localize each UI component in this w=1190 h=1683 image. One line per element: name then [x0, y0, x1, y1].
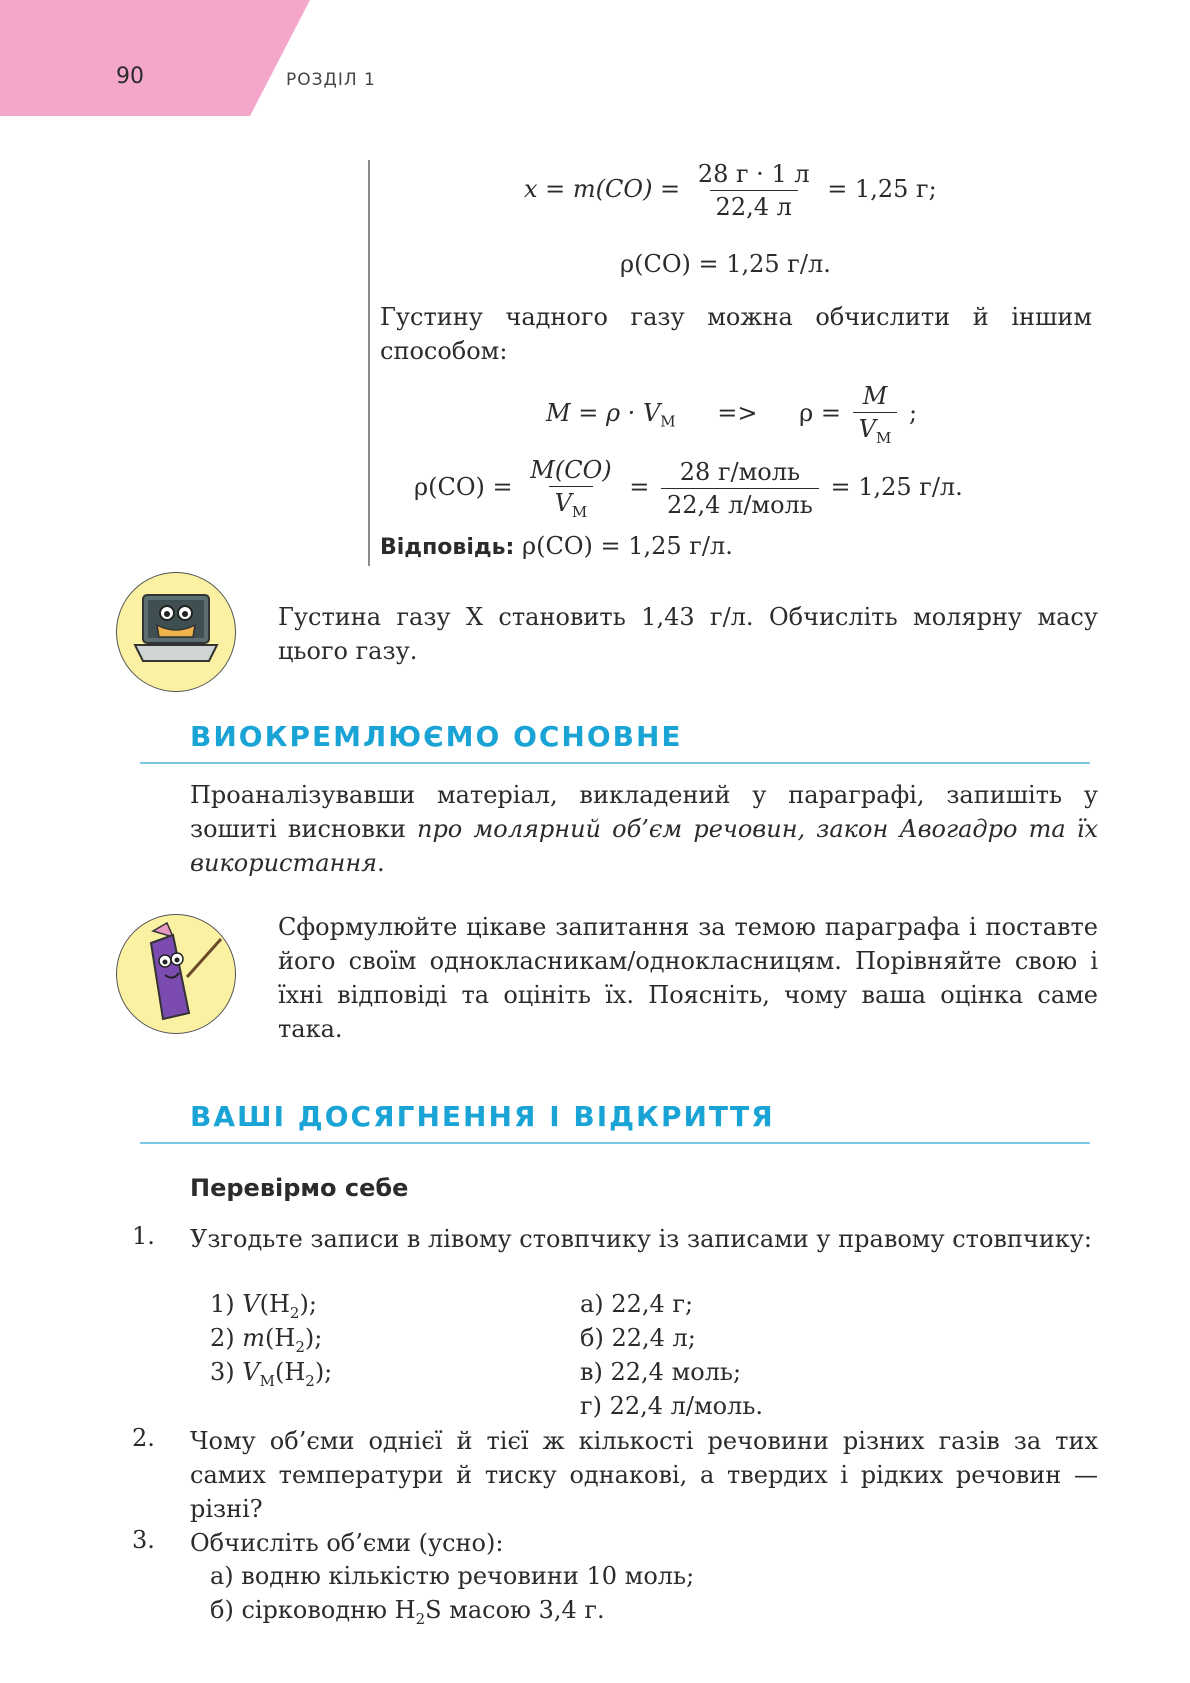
section-divider: [140, 762, 1090, 764]
den-symbol: V: [554, 489, 572, 517]
fraction-denominator: [853, 412, 898, 447]
question-1-text: Узгодьте записи в лівому стовпчику із записами у правому стовпчику:: [190, 1225, 1092, 1253]
question-number: 1.: [132, 1222, 155, 1250]
q3-item-b: б) сірководню $H_2S$ масою 3,4 г.: [210, 1596, 605, 1628]
self-check-heading: Перевірмо себе: [190, 1174, 409, 1202]
header-corner-decoration: [0, 0, 320, 116]
solution-block: [368, 160, 1110, 566]
summary-italic: про молярний об’єм речовин, закон Авогадро та їх використання: [190, 815, 1098, 877]
den-symbol: V: [858, 415, 876, 443]
formula-mass-result: = 1,25 г;: [827, 175, 937, 203]
formula-density-calc: [414, 456, 963, 521]
q1-right-item-d: г) 22,4 л/моль.: [580, 1392, 764, 1420]
q1-right-item-c: в) 22,4 моль;: [580, 1358, 742, 1386]
formula-molar-volume: [546, 382, 917, 447]
creative-task-text: Сформулюйте цікаве запитання за темою параграфа і поставте його своїм однокласникам/однокласницям. Порівняйте свою і їхні відповіді та оцініть їх. Поясніть, чому ваша оцінка саме така.: [278, 913, 1098, 1043]
formula-mv-lhs: M = ρ · V: [546, 398, 661, 427]
section-divider: [140, 1142, 1090, 1144]
fraction-denominator: 22,4 л/моль: [661, 488, 819, 519]
solution-paragraph: Густину чадного газу можна обчислити й іншим способом:: [380, 303, 1092, 365]
fraction-numerator: 28 г · 1 л: [697, 160, 810, 188]
formula-calc-lhs: ρ(CO) =: [414, 472, 513, 501]
answer-line: [380, 532, 733, 560]
subscript: M: [571, 502, 588, 521]
summary-paragraph: [190, 778, 1098, 880]
implies-arrow: =>: [717, 398, 758, 427]
summary-end: .: [377, 849, 385, 877]
formula-density: ρ(CO) = 1,25 г/л.: [620, 250, 831, 278]
formula-rho: ρ =: [799, 398, 841, 427]
formula-calc-fraction1: [524, 456, 617, 521]
task-text: Густина газу X становить 1,43 г/л. Обчисліть молярну масу цього газу.: [278, 603, 1098, 665]
fraction-numerator: M: [862, 382, 888, 410]
formula-calc-result: = 1,25 г/л.: [830, 472, 963, 501]
question-number: 3.: [132, 1526, 155, 1554]
answer-value: ρ(CO) = 1,25 г/л.: [521, 532, 733, 560]
subscript: M: [660, 412, 676, 431]
question-2-text: Чому об’єми однієї й тієї ж кількості речовини різних газів за тих самих температури й тиску однакові, а твердих і рідких речовин — різні?: [190, 1427, 1098, 1523]
answer-label: Відповідь:: [380, 535, 515, 560]
fraction-numerator: M(CO): [530, 456, 612, 484]
subscript: M: [875, 428, 892, 447]
page-number: 90: [116, 64, 144, 89]
q1-left-item-1: 1) $V(H_2)$;: [210, 1290, 317, 1322]
formula-mass-fraction: [692, 160, 816, 221]
laptop-mascot-icon: [116, 572, 236, 692]
q1-right-item-a: а) 22,4 г;: [580, 1290, 694, 1318]
formula-rho-fraction: [853, 382, 898, 447]
q1-left-item-2: 2) $m(H_2)$;: [210, 1324, 323, 1356]
formula-end: ;: [908, 398, 918, 427]
question-number: 2.: [132, 1424, 155, 1452]
formula-calc-fraction2: [661, 458, 819, 519]
equals-sign: =: [629, 472, 650, 501]
section-label: РОЗДІЛ 1: [286, 70, 376, 90]
q1-right-item-b: б) 22,4 л;: [580, 1324, 696, 1352]
formula-mass: [524, 160, 937, 221]
fraction-numerator: 28 г/моль: [679, 457, 801, 486]
section-heading-main: ВИОКРЕМЛЮЄМО ОСНОВНЕ: [190, 720, 683, 753]
summary-text: Проаналізувавши матеріал, викладений у параграфі, запишіть у зошиті висновки: [190, 781, 1098, 843]
q1-left-item-3: 3) $V_M(H_2)$;: [210, 1358, 333, 1390]
fraction-denominator: 22,4 л: [710, 190, 798, 221]
fraction-denominator: [549, 486, 594, 521]
q3-item-a: а) водню кількістю речовини 10 моль;: [210, 1562, 695, 1590]
question-3-text: Обчисліть об’єми (усно):: [190, 1529, 504, 1557]
formula-mass-lhs: x = m(CO) =: [524, 175, 681, 203]
pencil-mascot-icon: [116, 914, 236, 1034]
section-heading-achievements: ВАШІ ДОСЯГНЕННЯ І ВІДКРИТТЯ: [190, 1100, 775, 1133]
